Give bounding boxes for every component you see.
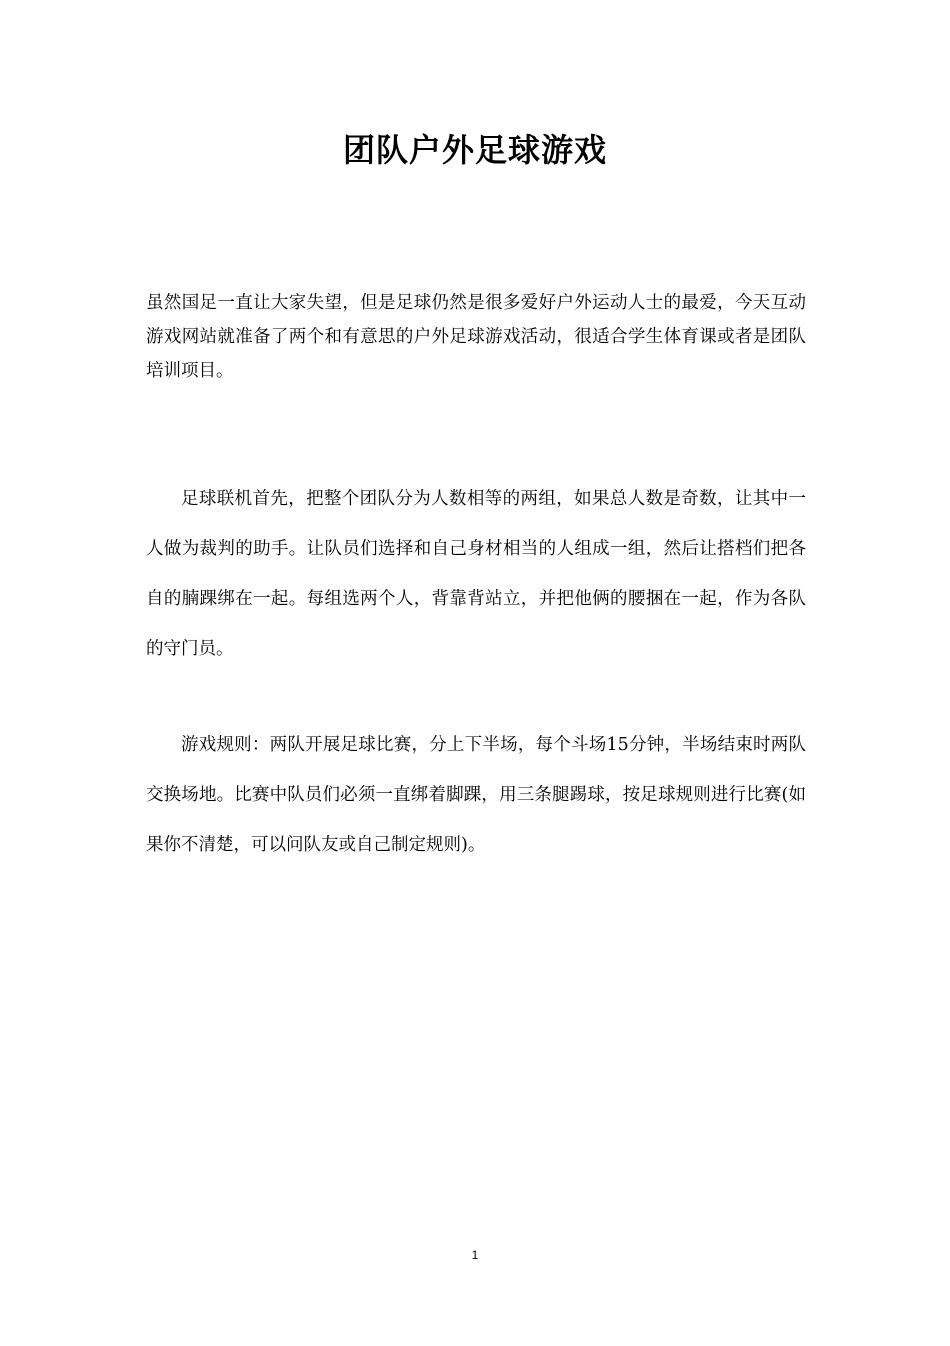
- page-title: 团队户外足球游戏: [342, 131, 607, 169]
- page-number: 1: [471, 1248, 479, 1262]
- body-paragraph-rules: 游戏规则：两队开展足球比赛，分上下半场，每个斗场15分钟，半场结束时两队交换场地。比赛中队员们必须一直绑着脚踝，用三条腿踢球，按足球规则进行比赛(如果你不清楚，可以问队友或自己制定规则)。: [146, 735, 806, 855]
- body-paragraph-setup: 足球联机首先，把整个团队分为人数相等的两组，如果总人数是奇数，让其中一人做为裁判的助手。让队员们选择和自己身材相当的人组成一组，然后让搭档们把各自的腩踝绑在一起。每组选两个人，背靠背站立，并把他俩的腰捆在一起，作为各队的守门员。: [146, 489, 806, 659]
- intro-paragraph: 虽然国足一直让大家失望，但是足球仍然是很多爱好户外运动人士的最爱，今天互动游戏网站就准备了两个和有意思的户外足球游戏活动，很适合学生体育课或者是团队培训项目。: [146, 293, 806, 381]
